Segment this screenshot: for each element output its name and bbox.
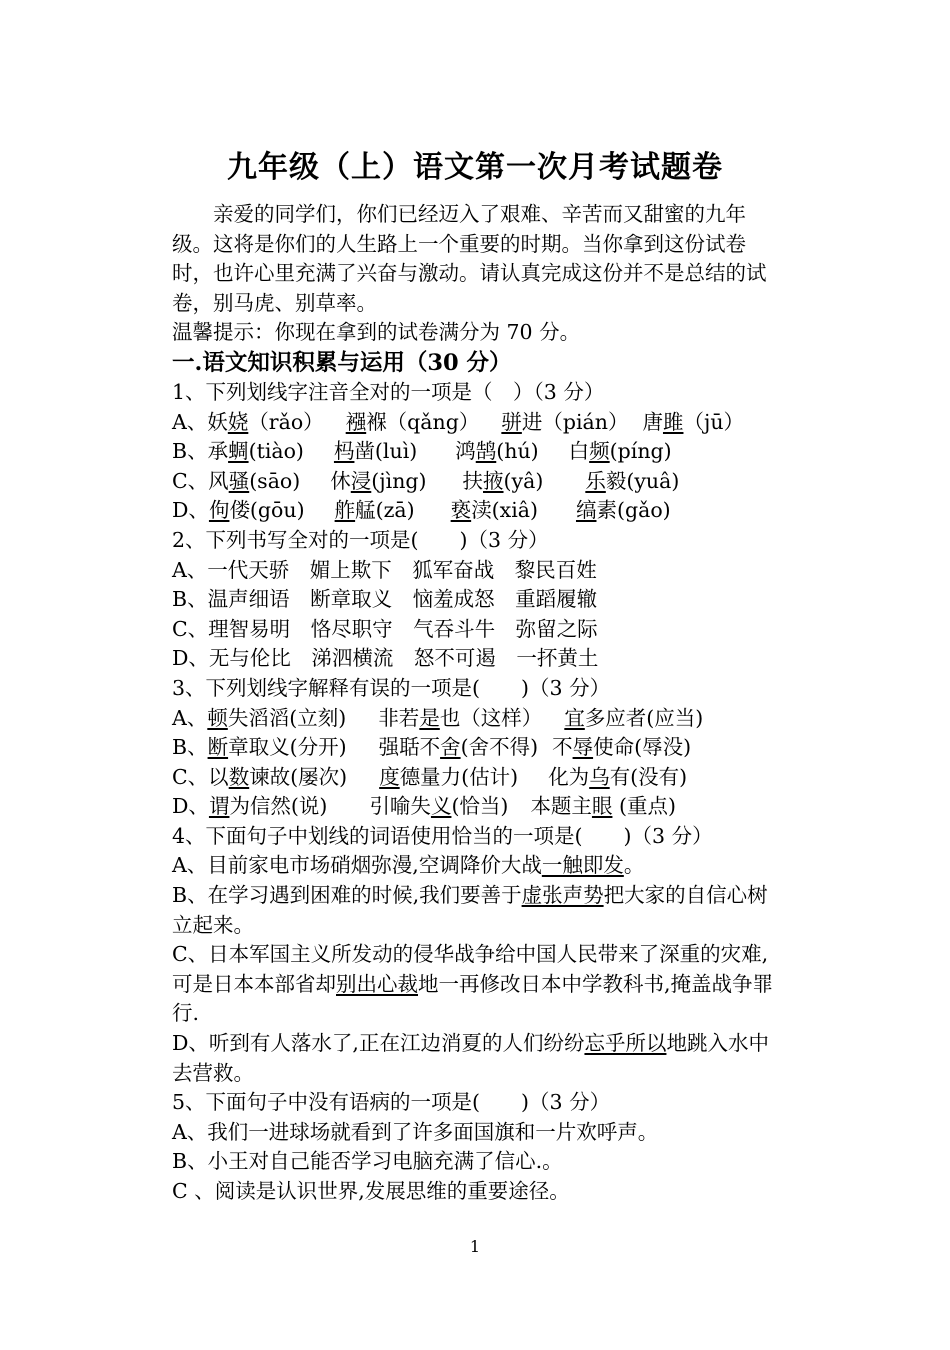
underlined-char: 娆 <box>227 409 249 434</box>
q1-option-d <box>172 496 782 526</box>
option-text: 多应者(应当) <box>584 705 704 730</box>
q1-stem: 1、下列划线字注音全对的一项是（ ）（3 分） <box>172 379 605 404</box>
underlined-char: 眼 <box>591 794 613 819</box>
section-heading: 一.语文知识积累与运用（30 分） <box>172 349 512 376</box>
underlined-char: 义 <box>430 794 452 819</box>
option-text: 德量力(估计) <box>399 764 519 789</box>
q3-stem: 3、下列划线字解释有误的一项是( )（3 分） <box>172 675 611 700</box>
q1-option-c <box>172 467 782 497</box>
option-text: 唐 <box>642 409 663 434</box>
option-text: 强聒不 <box>378 735 441 760</box>
option-text: C、日本军国主义所发动的侵华战争给中国人民带来了深重的灾难,可是日本本部省却 <box>172 942 769 996</box>
option-text: (hú) <box>496 439 539 464</box>
underlined-char: 是 <box>419 705 440 730</box>
underlined-char: 佝 <box>208 498 230 523</box>
underlined-char: 乌 <box>589 764 610 789</box>
option-text: 偻(gōu) <box>229 498 305 523</box>
q3-option-a <box>172 704 782 734</box>
tip-line: 温馨提示：你现在拿到的试卷满分为 70 分。 <box>172 320 581 345</box>
option-text: 章取义(分开) <box>228 735 347 760</box>
underlined-char: 舍 <box>440 735 461 760</box>
q2-stem: 2、下列书写全对的一项是( )（3 分） <box>172 527 549 552</box>
underlined-char: 宜 <box>564 705 585 730</box>
option-text: 地跳入水中去营救。 <box>172 1031 769 1085</box>
underlined-char: 度 <box>379 764 400 789</box>
option-text: 使命(辱没) <box>593 735 692 760</box>
q2-option-c: C、理智易明 恪尽职守 气吞斗牛 弥留之际 <box>172 616 598 641</box>
option-text: (píng) <box>609 439 672 464</box>
option-text: (tiào) <box>248 439 304 464</box>
underlined-char: 掖 <box>483 468 504 493</box>
q2-option-b: B、温声细语 断章取义 恼羞成怒 重蹈履辙 <box>172 587 598 612</box>
underlined-phrase: 别出心裁 <box>336 971 418 996</box>
option-text: 有(没有) <box>609 764 688 789</box>
option-text: 渎(xiâ) <box>471 498 538 523</box>
option-text: 休 <box>330 468 351 493</box>
option-text: B、 <box>172 735 208 760</box>
option-text: C、以 <box>172 764 229 789</box>
underlined-char: 乐 <box>585 468 606 493</box>
underlined-char: 杩 <box>333 439 355 464</box>
underlined-char: 顿 <box>207 705 228 730</box>
option-text: 毅(yuâ) <box>605 468 680 493</box>
underlined-char: 襁 <box>345 409 367 434</box>
q1-option-b <box>172 437 782 467</box>
q5-stem: 5、下面句子中没有语病的一项是( )（3 分） <box>172 1090 611 1115</box>
option-text: 不 <box>552 735 573 760</box>
option-text: D、 <box>172 794 209 819</box>
option-text: 白 <box>568 439 590 464</box>
underlined-char: 断 <box>207 735 229 760</box>
option-text: 地一再修改日本中学教科书,掩盖战争罪行. <box>172 971 774 1026</box>
option-text: 素(gǎo) <box>596 498 671 523</box>
q5-option-a: A、我们一进球场就看到了许多面国旗和一片欢呼声。 <box>172 1119 659 1144</box>
option-text: 。 <box>623 853 645 878</box>
option-text: (重点) <box>612 794 676 819</box>
option-text: D、 <box>172 498 209 523</box>
option-text: A、 <box>172 705 208 730</box>
option-text: 化为 <box>548 764 590 789</box>
option-text: 失滔滔(立刻) <box>227 705 347 730</box>
option-text: 扶 <box>462 468 484 493</box>
q4-option-a <box>172 851 782 881</box>
underlined-char: 鹄 <box>475 439 497 464</box>
underlined-char: 浸 <box>350 468 372 493</box>
q3-option-b <box>172 733 782 763</box>
underlined-char: 亵 <box>450 498 472 523</box>
underlined-char: 缟 <box>575 498 597 523</box>
underlined-char: 骚 <box>228 468 250 493</box>
underlined-char: 谓 <box>208 794 230 819</box>
underlined-char: 数 <box>228 764 250 789</box>
option-text: （jū） <box>683 409 745 434</box>
option-text: 艋(zā) <box>355 498 415 523</box>
underlined-char: 骈 <box>501 409 522 434</box>
q4-option-b <box>172 881 782 940</box>
q5-option-c: C 、阅读是认识世界,发展思维的重要途径。 <box>172 1179 570 1203</box>
option-text: 凿(luì) <box>354 439 418 464</box>
option-text: 鸿 <box>455 439 476 464</box>
q4-option-d <box>172 1029 782 1088</box>
q3-option-d <box>172 792 782 822</box>
underlined-char: 雎 <box>662 409 684 434</box>
underlined-phrase: 忘乎所以 <box>584 1031 667 1056</box>
option-text: (yâ) <box>503 468 544 493</box>
q3-option-c <box>172 763 782 793</box>
option-text: (舍不得) <box>460 735 539 760</box>
option-text: D、听到有人落水了,正在江边消夏的人们纷纷 <box>172 1031 585 1056</box>
option-text: 谏故(屡次) <box>249 764 348 789</box>
q4-stem: 4、下面句子中划线的词语使用恰当的一项是( )（3 分） <box>172 823 713 848</box>
option-text: A、目前家电市场硝烟弥漫,空调降价大战 <box>172 853 542 878</box>
underlined-char: 频 <box>589 439 610 464</box>
underlined-char: 蜩 <box>228 439 249 464</box>
underlined-phrase: 一触即发 <box>541 853 624 878</box>
q1-option-a <box>172 408 782 438</box>
option-text: 也（这样） <box>439 705 543 730</box>
underlined-char: 辱 <box>572 735 594 760</box>
document-body <box>172 200 782 1207</box>
q5-option-b: B、小王对自己能否学习电脑充满了信心.。 <box>172 1149 563 1174</box>
option-text: C、风 <box>172 468 229 493</box>
option-text: B、承 <box>172 439 229 464</box>
intro-paragraph: 亲爱的同学们，你们已经迈入了艰难、辛苦而又甜蜜的九年级。这将是你们的人生路上一个重要的时期。当你拿到这份试卷时，也许心里充满了兴奋与激动。请认真完成这份并不是总结的试卷，别马虎、别草率。 <box>172 202 767 315</box>
option-text: 进（pián） <box>521 409 629 434</box>
q4-option-c <box>172 940 782 1029</box>
option-text: 引喻失 <box>369 794 431 819</box>
q2-option-a: A、一代天骄 媚上欺下 狐军奋战 黎民百姓 <box>172 557 597 582</box>
underlined-phrase: 虚张声势 <box>521 883 604 908</box>
option-text: B、在学习遇到困难的时候,我们要善于 <box>172 883 522 908</box>
option-text: （rǎo） <box>248 409 324 434</box>
page-title: 九年级（上）语文第一次月考试题卷 <box>227 150 723 185</box>
option-text: 为信然(说) <box>229 794 328 819</box>
option-text: (恰当) <box>451 794 509 819</box>
option-text: (jìng) <box>371 468 427 493</box>
option-text: A、妖 <box>172 409 228 434</box>
option-text: 把大家的自信心树立起来。 <box>172 883 768 937</box>
option-text: 本题主 <box>530 794 592 819</box>
option-text: (sāo) <box>249 468 301 493</box>
option-text: 褓（qǎng） <box>366 409 480 434</box>
page-number: 1 <box>469 1237 481 1256</box>
option-text: 非若 <box>378 705 420 730</box>
q2-option-d: D、无与伦比 涕泗横流 怒不可遏 一抔黄土 <box>172 646 599 671</box>
underlined-char: 舴 <box>334 498 356 523</box>
